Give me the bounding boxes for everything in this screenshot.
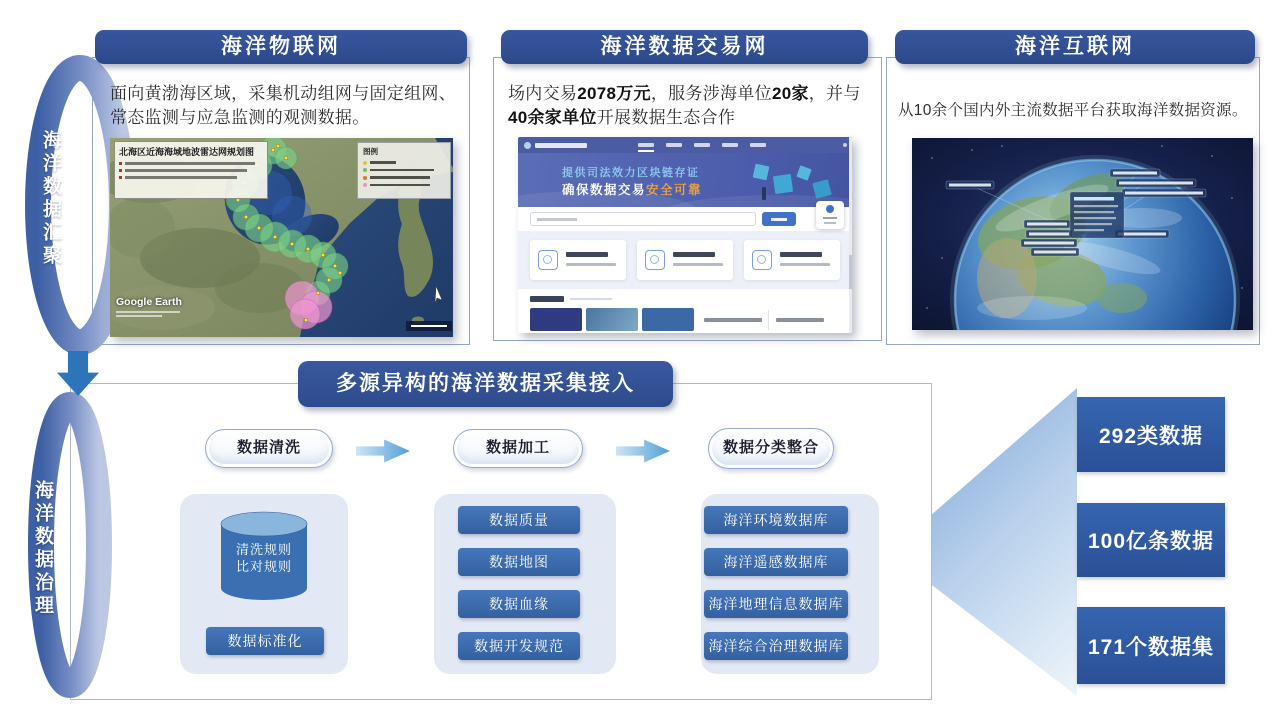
item-db-geoinformation: 海洋地理信息数据库 bbox=[704, 590, 848, 618]
panel-title-data-trading: 海洋数据交易网 bbox=[501, 30, 868, 64]
portal-navbar bbox=[518, 137, 852, 153]
item-db-remote-sensing: 海洋遥感数据库 bbox=[704, 548, 848, 576]
stat-box-data-classes: 292类数据 bbox=[1077, 397, 1225, 472]
stage-pill-processing: 数据加工 bbox=[453, 429, 583, 468]
legend-title: 图例 bbox=[363, 147, 378, 156]
legend-dot bbox=[363, 176, 367, 180]
map-credit: Google Earth bbox=[116, 296, 182, 317]
nav-item bbox=[666, 143, 682, 147]
search-button bbox=[762, 212, 796, 226]
data-card bbox=[530, 240, 626, 280]
desc-part: ，并与 bbox=[808, 84, 861, 103]
desc-part: 场内交易 bbox=[508, 84, 578, 103]
cylinder-line2: 比对规则 bbox=[235, 558, 292, 574]
person-illustration bbox=[762, 187, 766, 200]
map-scale-bar bbox=[406, 321, 452, 331]
map-note-line bbox=[119, 176, 263, 179]
portal-card-row bbox=[518, 231, 852, 289]
item-data-dev-standards: 数据开发规范 bbox=[458, 632, 580, 660]
customer-service-badge bbox=[816, 201, 844, 229]
funnel-shape bbox=[932, 388, 1077, 696]
stage-pill-cleaning: 数据清洗 bbox=[205, 429, 333, 468]
legend-row bbox=[363, 183, 445, 187]
item-db-governance: 海洋综合治理数据库 bbox=[704, 632, 848, 660]
item-data-standardization: 数据标准化 bbox=[206, 627, 324, 655]
cube-illustration bbox=[753, 164, 770, 181]
topic-thumbnail bbox=[642, 308, 694, 331]
desc-part: ，服务涉海单位 bbox=[650, 84, 772, 103]
legend-dot bbox=[363, 168, 367, 172]
portal-screenshot bbox=[518, 137, 852, 333]
info-panel bbox=[1070, 192, 1124, 238]
user-icon bbox=[843, 143, 847, 147]
desc-part-bold: 40余家单位 bbox=[508, 108, 597, 128]
data-card bbox=[744, 240, 840, 280]
portal-topic-section bbox=[518, 289, 852, 333]
stage-pill-classification: 数据分类整合 bbox=[708, 428, 834, 469]
hero-line2: 确保数据交易安全可靠 bbox=[562, 183, 703, 197]
data-card-icon bbox=[538, 250, 558, 270]
ribbon-top-label: 海洋数据汇聚 bbox=[40, 130, 61, 268]
scrollbar bbox=[849, 137, 852, 333]
panel-description-ocean-iot: 面向黄渤海区域，采集机动组网与固定组网、常态监测与应急监测的观测数据。 bbox=[110, 84, 456, 128]
portal-search-row bbox=[518, 207, 852, 231]
legend-row bbox=[363, 176, 445, 180]
item-data-lineage: 数据血缘 bbox=[458, 590, 580, 618]
map-note-line bbox=[119, 169, 263, 172]
topic-thumbnail bbox=[586, 308, 638, 331]
logo-icon bbox=[524, 142, 531, 149]
legend-dot bbox=[363, 161, 367, 165]
portal-hero-banner bbox=[518, 153, 852, 207]
desc-part-bold: 20家 bbox=[771, 84, 809, 103]
desc-part: 开展数据生态合作 bbox=[596, 108, 736, 128]
nav-active-underline bbox=[638, 150, 654, 152]
map-note-line bbox=[119, 162, 263, 165]
legend-row bbox=[363, 161, 445, 165]
data-card-icon bbox=[645, 250, 665, 270]
legend-dot bbox=[363, 183, 367, 187]
data-card bbox=[637, 240, 733, 280]
legend-row bbox=[363, 168, 445, 172]
panel-description-ocean-internet: 从10余个国内外主流数据平台获取海洋数据资源。 bbox=[898, 102, 1248, 119]
earth-screenshot bbox=[912, 138, 1253, 330]
nav-item bbox=[722, 143, 738, 147]
item-db-environment: 海洋环境数据库 bbox=[704, 506, 848, 534]
nav-item bbox=[694, 143, 710, 147]
search-input bbox=[530, 212, 756, 226]
data-card-icon bbox=[752, 250, 772, 270]
map-title: 北海区近海海域地波雷达网规划图 bbox=[119, 147, 255, 157]
stat-box-datasets: 171个数据集 bbox=[1077, 607, 1225, 684]
hero-line1: 提供司法效力区块链存证 bbox=[562, 167, 700, 179]
flow-banner: 多源异构的海洋数据采集接入 bbox=[298, 361, 673, 407]
desc-part-bold: 2078万元 bbox=[577, 84, 651, 103]
section-label-placeholder bbox=[530, 296, 564, 302]
nav-item bbox=[638, 143, 654, 147]
topic-thumbnail bbox=[530, 308, 582, 331]
logo-text-placeholder bbox=[535, 143, 587, 148]
panel-title-ocean-internet: 海洋互联网 bbox=[895, 30, 1255, 64]
cube-illustration bbox=[796, 165, 811, 180]
map-legend bbox=[357, 142, 451, 199]
panel-description-data-trading bbox=[508, 82, 866, 130]
map-screenshot bbox=[110, 138, 453, 337]
panel-title-ocean-iot: 海洋物联网 bbox=[95, 30, 467, 64]
cylinder-line1: 清洗规则 bbox=[235, 542, 292, 557]
item-data-quality: 数据质量 bbox=[458, 506, 580, 534]
topic-text-placeholder bbox=[776, 318, 824, 322]
nav-item bbox=[750, 143, 766, 147]
hero-accent-text: 安全可靠 bbox=[646, 183, 703, 197]
cylinder-label bbox=[219, 542, 309, 576]
ribbon-bottom-label: 海洋数据治理 bbox=[32, 480, 53, 618]
stat-box-data-records: 100亿条数据 bbox=[1077, 503, 1225, 577]
cube-illustration bbox=[773, 174, 793, 194]
globe-graphic bbox=[912, 138, 1253, 330]
item-data-map: 数据地图 bbox=[458, 548, 580, 576]
cube-illustration bbox=[812, 179, 832, 199]
topic-text-placeholder bbox=[704, 318, 762, 322]
map-title-box bbox=[114, 141, 268, 199]
